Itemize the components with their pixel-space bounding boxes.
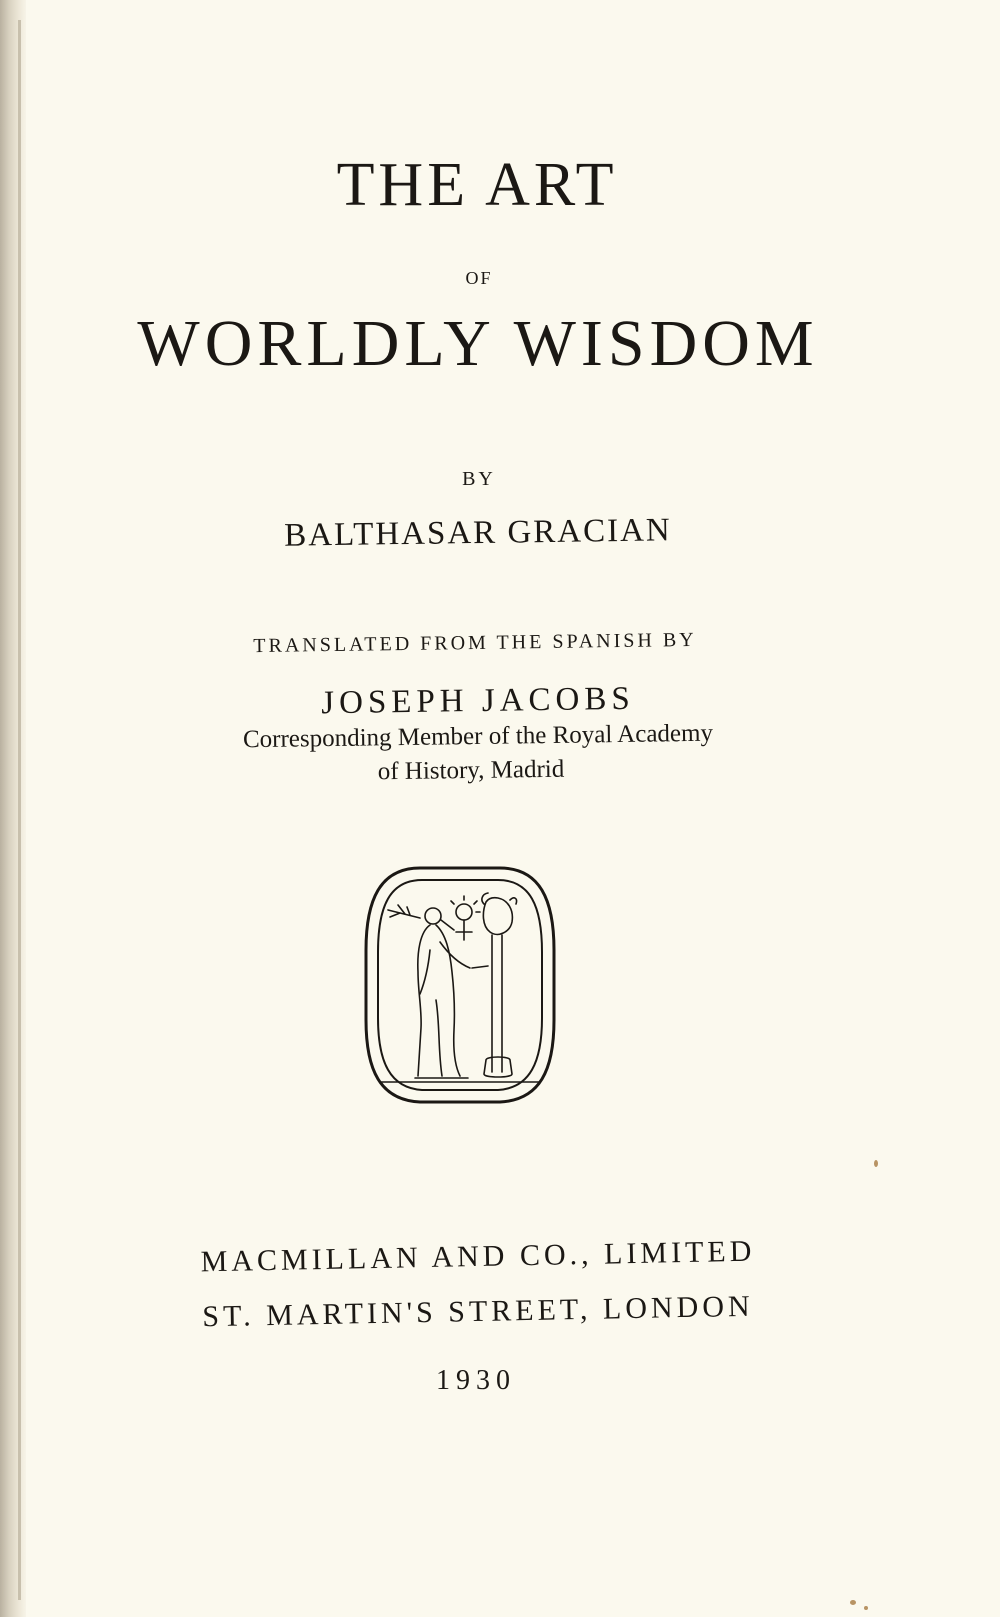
book-title-top: THE ART [336, 151, 618, 219]
publication-year: 1930 [436, 1365, 516, 1396]
gem-frame [366, 868, 554, 1102]
translator-credential-line-1: Corresponding Member of the Royal Academy [242, 719, 714, 754]
translator-name: JOSEPH JACOBS [321, 680, 635, 722]
translator-credential-line-2: of History, Madrid [377, 755, 565, 786]
by-label: BY [462, 468, 496, 490]
paper-foxing-spot [874, 1160, 878, 1167]
publisher-address: ST. MARTIN'S STREET, LONDON [202, 1289, 754, 1334]
paper-foxing-spot [864, 1606, 868, 1610]
book-title-bottom: WORLDLY WISDOM [137, 307, 819, 380]
translation-credit: TRANSLATED FROM THE SPANISH BY [253, 628, 697, 658]
publisher-name: MACMILLAN AND CO., LIMITED [200, 1234, 756, 1279]
paper-foxing-spot [850, 1600, 856, 1605]
gem-engraving [380, 893, 540, 1082]
author-name: BALTHASAR GRACIAN [283, 512, 673, 554]
classical-gem-figure-with-herm-icon [360, 860, 560, 1110]
page-gutter-edge [0, 0, 26, 1617]
page-gutter-shadow [18, 20, 21, 1600]
book-title-connector: OF [465, 268, 493, 288]
